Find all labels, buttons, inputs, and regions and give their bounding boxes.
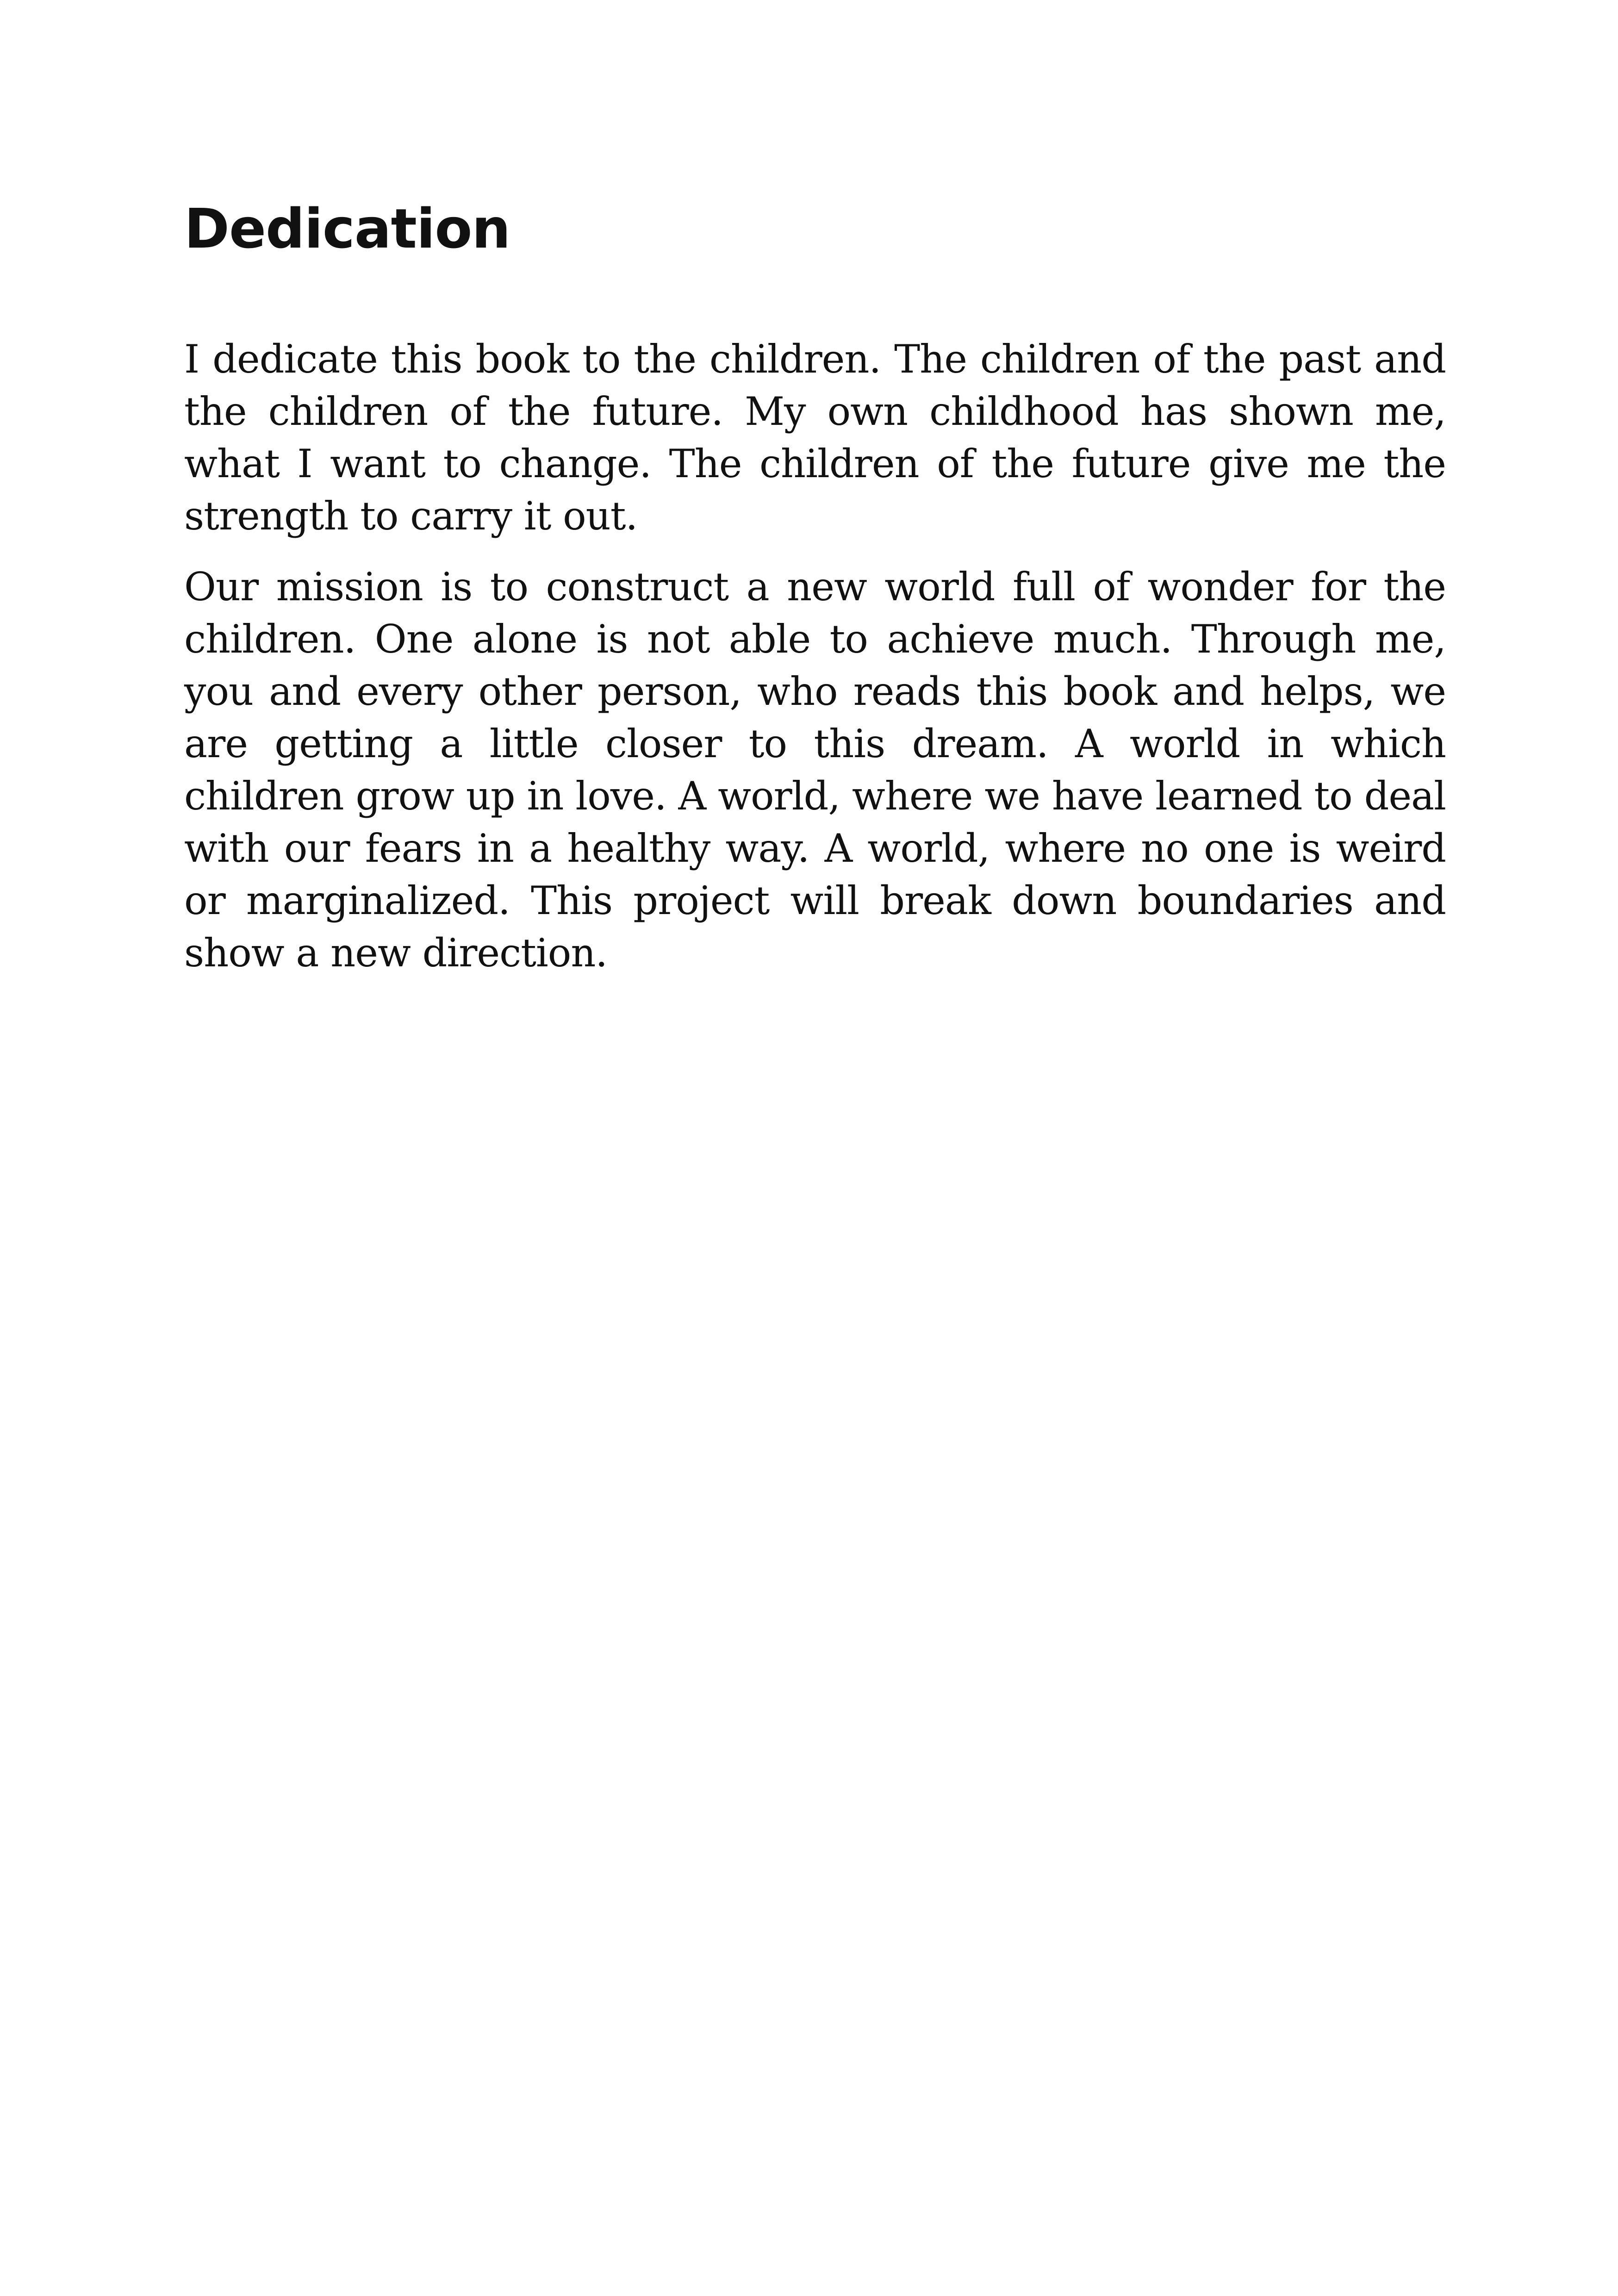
paragraph-2: Our mission is to construct a new world full of wonder for the children. One alone is not able to achieve much. Through me, you and every other person, who reads this book and helps, we are getting a little closer to this dream. A world in which children grow up in love. A world, where we have learned to deal with our fears in a healthy way. A world, where no one is weird or marginalized. This project will break down boundaries and show a new direction. [184, 564, 1446, 976]
dedication-section [184, 199, 1446, 998]
paragraph-1: I dedicate this book to the children. The children of the past and the children of the future. My own childhood has shown me, what I want to change. The children of the future give me the strength to carry it out. [184, 336, 1446, 539]
section-heading: Dedication [184, 197, 510, 261]
